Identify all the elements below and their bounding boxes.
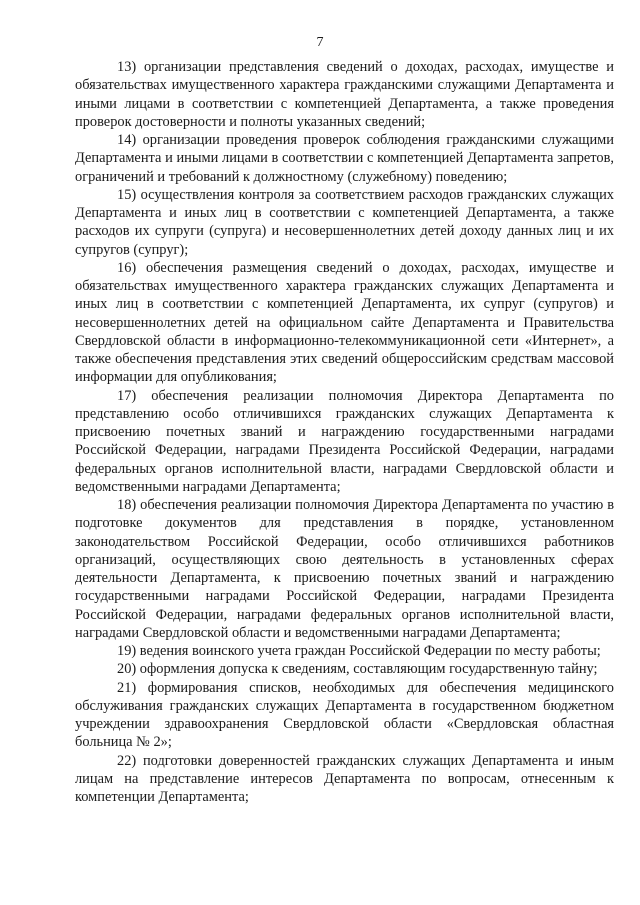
paragraph-item-16: 16) обеспечения размещения сведений о доходах, расходах, имуществе и обязательствах имущественного характера гражданских служащих Департамента и иных лиц в соответствии с компетенцией Департамента, их супруг (супругов) и несовершеннолетних детей на официальном сайте Департамента и Правительства Свердловской области в информационно-телекоммуникационной сети «Интернет», а также обеспечения представления этих сведений общероссийским средствам массовой информации для опубликования; <box>75 259 614 386</box>
page-number: 7 <box>316 35 324 50</box>
paragraph-item-18: 18) обеспечения реализации полномочия Директора Департамента по участию в подготовке документов для представления в порядке, установленном законодательством Российской Федерации, особо отличившихся работников организаций, осуществляющих свою деятельность в установленных сферах деятельности Департамента, к присвоению почетных званий и награждению государственными наградами Российской Федерации, наградами Президента Российской Федерации, наградами федеральных органов исполнительной власти, наградами Свердловской области и ведомственными наградами Департамента; <box>75 497 614 641</box>
paragraph-item-20: 20) оформления допуска к сведениям, составляющим государственную тайну; <box>117 661 598 678</box>
paragraph-item-14: 14) организации проведения проверок соблюдения гражданскими служащими Департамента и иными лицами в соответствии с компетенцией Департамента запретов, ограничений и требований к должностному (служебному) поведению; <box>75 132 614 185</box>
paragraph-item-19: 19) ведения воинского учета граждан Российской Федерации по месту работы; <box>117 643 601 659</box>
paragraph-item-17: 17) обеспечения реализации полномочия Директора Департамента по представлению особо отличившихся гражданских служащих Департамента к присвоению почетных званий и награждению государственными наградами Российской Федерации, наградами Президента Российской Федерации, наградами федеральных органов исполнительной власти, наградами Свердловской области и ведомственными наградами Департамента; <box>75 387 614 495</box>
document-body <box>75 58 614 806</box>
paragraph-item-13: 13) организации представления сведений о доходах, расходах, имуществе и обязательствах имущественного характера гражданскими служащими Департамента и иными лицами в соответствии с компетенцией Департамента, а также проведения проверок достоверности и полноты указанных сведений; <box>75 59 614 130</box>
paragraph-item-15: 15) осуществления контроля за соответствием расходов гражданских служащих Департамента и иных лиц в соответствии с компетенцией Департамента, а также расходов их супруги (супруга) и несовершеннолетних детей доходу данных лиц и их супругов (супруг); <box>75 186 614 258</box>
paragraph-item-22: 22) подготовки доверенностей гражданских служащих Департамента и иным лицам на представление интересов Департамента по вопросам, отнесенным к компетенции Департамента; <box>75 752 614 805</box>
paragraph-item-21: 21) формирования списков, необходимых для обеспечения медицинского обслуживания гражданских служащих Департамента в государственном бюджетном учреждении здравоохранения Свердловской области «Свердловская областная больница № 2»; <box>75 679 614 751</box>
